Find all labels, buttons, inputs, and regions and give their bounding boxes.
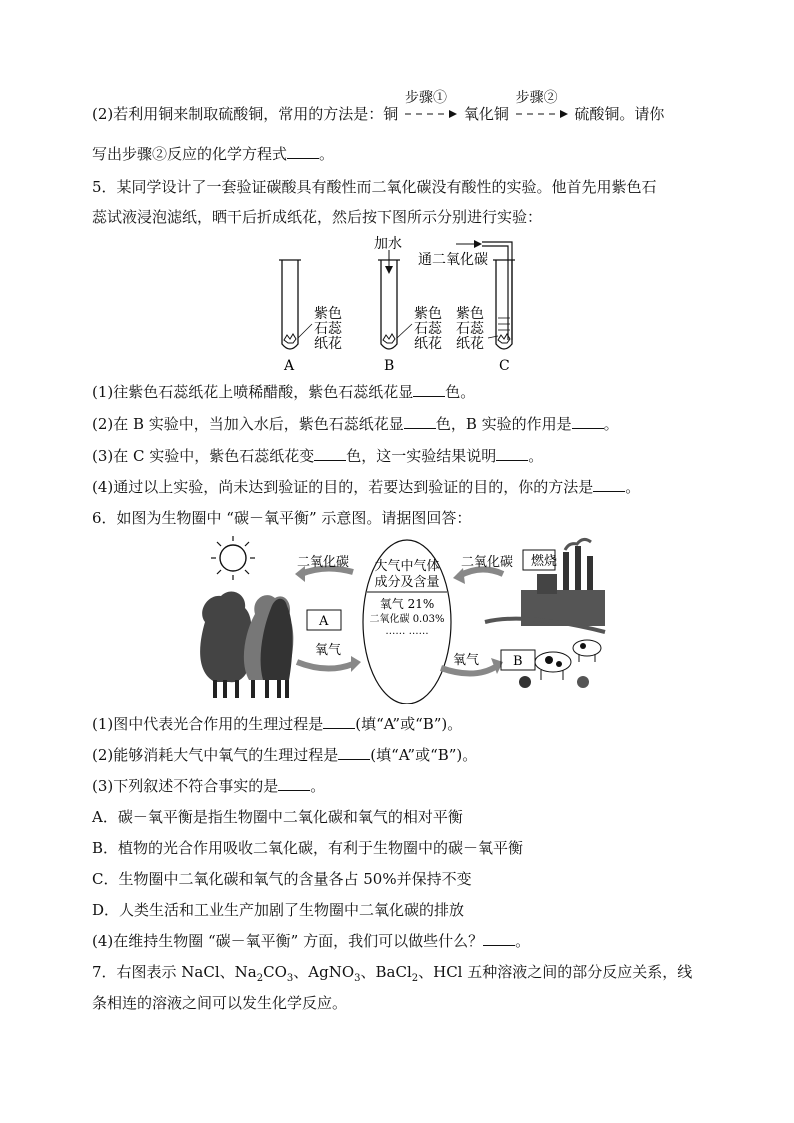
q6-sub3 — [92, 776, 325, 796]
answer-blank[interactable] — [278, 776, 310, 791]
q6-option-c: C．生物圈中二氧化碳和氧气的含量各占 50%并保持不变 — [92, 870, 472, 888]
q6-intro: 6．如图为生物圈中 “碳－氧平衡” 示意图。请据图回答： — [92, 509, 472, 527]
step2-label: 步骤② — [515, 90, 558, 106]
q5-intro-line2: 蕊试液浸泡滤纸，晒干后折成纸花，然后按下图所示分别进行实验： — [92, 208, 543, 226]
q7-line1 — [92, 962, 692, 989]
co2-label-right: 二氧化碳 — [461, 555, 514, 570]
carbon-oxygen-balance-figure — [185, 532, 610, 704]
q7-sub: 3 — [286, 973, 294, 984]
flower-label-b3: 纸花 — [414, 336, 442, 352]
o2-label-right: 氧气 — [453, 653, 480, 668]
copper-oxide-text: 氧化铜 — [463, 105, 509, 123]
cow-icon — [573, 640, 601, 662]
co2-content: 二氧化碳 0.03% — [369, 614, 445, 625]
o2-label-left: 氧气 — [315, 643, 342, 658]
flower-label-a2: 石蕊 — [314, 321, 342, 337]
q5-s4-end: 。 — [625, 478, 641, 496]
q7-text-a: 7．右图表示 NaCl、Na — [92, 963, 257, 981]
q6-s1-end: (填“A”或“B”)。 — [355, 715, 463, 733]
q5-sub2 — [92, 414, 619, 434]
answer-blank[interactable] — [323, 714, 355, 729]
q5-s2-end: 。 — [603, 415, 619, 433]
shrub-icon — [519, 676, 589, 688]
atmosphere-title-2: 成分及含量 — [374, 575, 440, 590]
step1-label: 步骤① — [405, 90, 448, 106]
q7-text-b: CO — [263, 963, 287, 981]
q4-line2-text: 写出步骤②反应的化学方程式 — [92, 145, 288, 163]
copper-sulfate-text: 硫酸铜。请你 — [574, 105, 665, 123]
answer-blank[interactable] — [572, 414, 604, 429]
flower-label-b2: 石蕊 — [414, 321, 442, 337]
box-b-label: B — [513, 654, 523, 669]
q5-s3-text: (3)在 C 实验中，紫色石蕊纸花变 — [92, 447, 315, 465]
flower-label-a3: 纸花 — [314, 336, 342, 352]
co2-label-left: 二氧化碳 — [297, 555, 350, 570]
dashed-arrow-icon — [514, 108, 570, 120]
test-tube-figure — [270, 232, 530, 374]
arrow-right-icon — [474, 240, 482, 248]
q5-s4-text: (4)通过以上实验，尚未达到验证的目的，若要达到验证的目的，你的方法是 — [92, 478, 594, 496]
tube-label-c: C — [499, 358, 510, 374]
q7-sub: 3 — [354, 973, 361, 984]
answer-blank[interactable] — [338, 745, 370, 760]
atmosphere-title-1: 大气中气体 — [374, 559, 440, 574]
q6-option-a: A．碳－氧平衡是指生物圈中二氧化碳和氧气的相对平衡 — [92, 808, 463, 826]
q4-part2-text: (2)若利用铜来制取硫酸铜，常用的方法是：铜 — [92, 105, 399, 123]
q5-s2-text: (2)在 B 实验中，当加入水后，紫色石蕊纸花显 — [92, 415, 404, 433]
q7-line2: 条相连的溶液之间可以发生化学反应。 — [92, 994, 348, 1012]
answer-blank[interactable] — [593, 477, 625, 492]
flower-label-c1: 紫色 — [456, 306, 484, 322]
q5-sub3 — [92, 446, 543, 466]
answer-blank[interactable] — [287, 144, 319, 159]
q5-sub4 — [92, 477, 640, 497]
q6-sub1 — [92, 714, 462, 734]
q6-sub2 — [92, 745, 477, 765]
arrow-down-icon — [385, 266, 393, 274]
co2-inlet-label: 通二氧化碳 — [418, 252, 488, 268]
trees-icon — [200, 592, 293, 698]
flower-label-c2: 石蕊 — [456, 321, 484, 337]
q4-line2-end: 。 — [319, 145, 335, 163]
box-a-label: A — [319, 614, 329, 629]
answer-blank[interactable] — [413, 382, 445, 397]
q7-sub: 2 — [411, 973, 419, 984]
q6-s1-text: (1)图中代表光合作用的生理过程是 — [92, 715, 324, 733]
dashed-arrow-icon — [403, 108, 459, 120]
q5-s2-mid: 色，B 实验的作用是 — [435, 415, 572, 433]
co2-arrow-right — [459, 569, 503, 576]
q6-s3-end: 。 — [310, 777, 326, 795]
q5-s3-end: 。 — [528, 447, 544, 465]
q6-s4-text: (4)在维持生物圈 “碳－氧平衡” 方面，我们可以做些什么？ — [92, 932, 484, 950]
answer-blank[interactable] — [496, 446, 528, 461]
burn-label: 燃烧 — [531, 554, 558, 569]
q5-s1-text: (1)往紫色石蕊纸花上喷稀醋酸，紫色石蕊纸花显 — [92, 383, 414, 401]
flower-icon — [284, 334, 296, 343]
step2-arrow — [514, 90, 570, 124]
more-content: …… …… — [385, 626, 429, 637]
oxygen-content: 氧气 21% — [379, 597, 435, 611]
answer-blank[interactable] — [404, 414, 436, 429]
add-water-label: 加水 — [374, 236, 402, 252]
q6-s3-text: (3)下列叙述不符合事实的是 — [92, 777, 279, 795]
q5-intro-line1: 5．某同学设计了一套验证碳酸具有酸性而二氧化碳没有酸性的实验。他首先用紫色石 — [92, 178, 657, 196]
tube-label-a: A — [284, 358, 295, 374]
flower-label-c3: 纸花 — [456, 336, 484, 352]
answer-blank[interactable] — [314, 446, 346, 461]
flower-label-a1: 紫色 — [314, 306, 342, 322]
q7-sub: 2 — [256, 973, 264, 984]
q5-s1-end: 色。 — [445, 383, 476, 401]
q7-text-d: 、BaCl — [360, 963, 412, 981]
tube-label-b: B — [384, 358, 395, 374]
q5-s3-mid: 色，这一实验结果说明 — [346, 447, 497, 465]
q4-part2-line2 — [92, 144, 334, 164]
q6-s4-end: 。 — [515, 932, 531, 950]
q6-option-d: D．人类生活和工业生产加剧了生物圈中二氧化碳的排放 — [92, 901, 465, 919]
q6-s2-text: (2)能够消耗大气中氧气的生理过程是 — [92, 746, 339, 764]
o2-arrow-left — [297, 662, 353, 669]
tube-a — [279, 260, 343, 374]
q7-text-c: 、AgNO — [293, 963, 355, 981]
step1-arrow — [403, 90, 459, 124]
q4-part2-line1 — [92, 90, 665, 124]
cow-icon — [535, 652, 571, 680]
q6-sub4 — [92, 931, 530, 951]
flower-label-b1: 紫色 — [414, 306, 442, 322]
q7-text-e: 、HCl 五种溶液之间的部分反应关系，线 — [418, 963, 693, 981]
sun-icon — [211, 536, 255, 580]
q6-s2-end: (填“A”或“B”)。 — [370, 746, 478, 764]
flower-icon — [383, 334, 395, 343]
q5-sub1 — [92, 382, 475, 402]
answer-blank[interactable] — [483, 931, 515, 946]
q6-option-b: B．植物的光合作用吸收二氧化碳，有利于生物圈中的碳－氧平衡 — [92, 839, 524, 857]
